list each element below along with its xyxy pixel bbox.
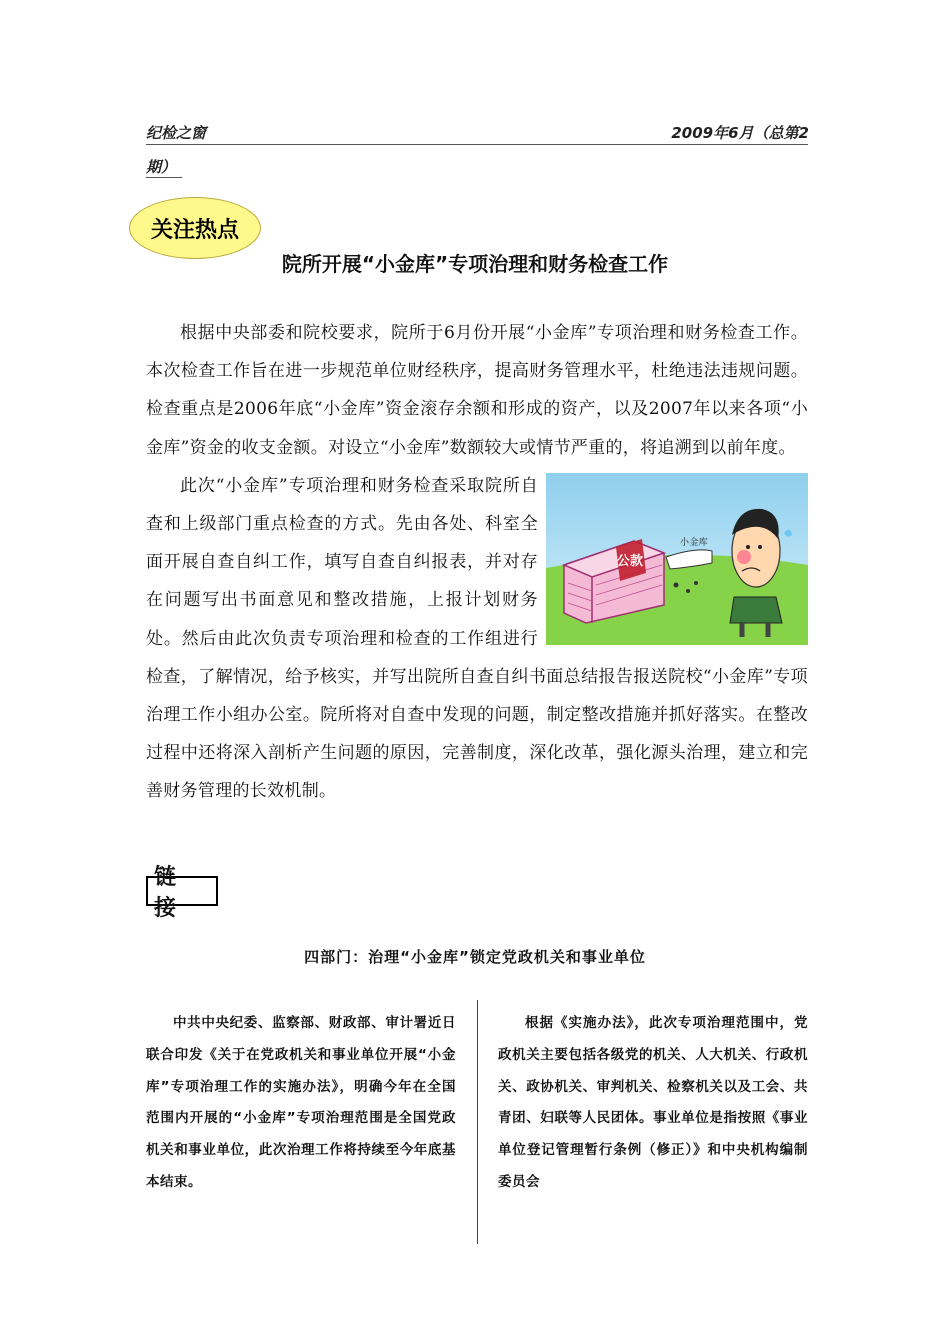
column-divider xyxy=(477,1000,478,1244)
header-continuation: 期） xyxy=(146,158,177,176)
illustration-image xyxy=(546,473,808,645)
link-article-title: 四部门：治理“小金库”锁定党政机关和事业单位 xyxy=(304,948,646,966)
money-label: 公款 xyxy=(616,553,644,569)
header-left: 纪检之窗 xyxy=(146,124,207,142)
header-continuation-underline xyxy=(146,177,182,178)
link-section-label xyxy=(146,865,218,921)
article-title: 院所开展“小金库”专项治理和财务检查工作 xyxy=(281,252,669,276)
link-article-right-column xyxy=(498,1008,808,1199)
header-divider xyxy=(146,144,808,145)
left-column-text: 中共中央纪委、监察部、财政部、审计署近日联合印发《关于在党政机关和事业单位开展“小金库”专项治理工作的实施办法》，明确今年在全国范围内开展的“小金库”专项治理范围是全国党政机关和事业单位，此次治理工作将持续至今年底基本结束。 xyxy=(146,1015,456,1190)
header-right: 2009年6月（总第2 xyxy=(671,124,809,142)
hot-topic-label: 关注热点 xyxy=(150,217,239,243)
article-body xyxy=(146,314,808,811)
small-treasury-label: 小金库 xyxy=(680,537,708,548)
article-paragraph-1: 根据中央部委和院校要求，院所于6月份开展“小金库”专项治理和财务检查工作。本次检查工作旨在进一步规范单位财经秩序，提高财务管理水平，杜绝违法违规问题。检查重点是2006年底“小金库”资金滚存余额和形成的资产，以及2007年以来各项“小金库”资金的收支金额。对设立“小金库”数额较大或情节严重的，将追溯到以前年度。 xyxy=(146,323,808,458)
link-article-left-column xyxy=(146,1008,456,1199)
link-label: 链接 xyxy=(154,865,191,921)
right-column-text: 根据《实施办法》，此次专项治理范围中，党政机关主要包括各级党的机关、人大机关、行政机关、政协机关、审判机关、检察机关以及工会、共青团、妇联等人民团体。事业单位是指按照《事业单位登记管理暂行条例（修正）》和中央机构编制委员会 xyxy=(498,1015,808,1190)
article-paragraph-2: 此次“小金库”专项治理和财务检查采取院所自查和上级部门重点检查的方式。先由各处、科室全面开展自查自纠工作，填写自查自纠报表，并对存在问题写出书面意见和整改措施，上报计划财务处。然后由此次负责专项治理和检查的工作组进行检查，了解情况，给予核实，并写出院所自查自纠书面总结报告报送院校“小金库”专项治理工作小组办公室。院所将对自查中发现的问题，制定整改措施并抓好落实。在整改过程中还将深入剖析产生问题的原因，完善制度，深化改革，强化源头治理，建立和完善财务管理的长效机制。 xyxy=(146,475,808,802)
